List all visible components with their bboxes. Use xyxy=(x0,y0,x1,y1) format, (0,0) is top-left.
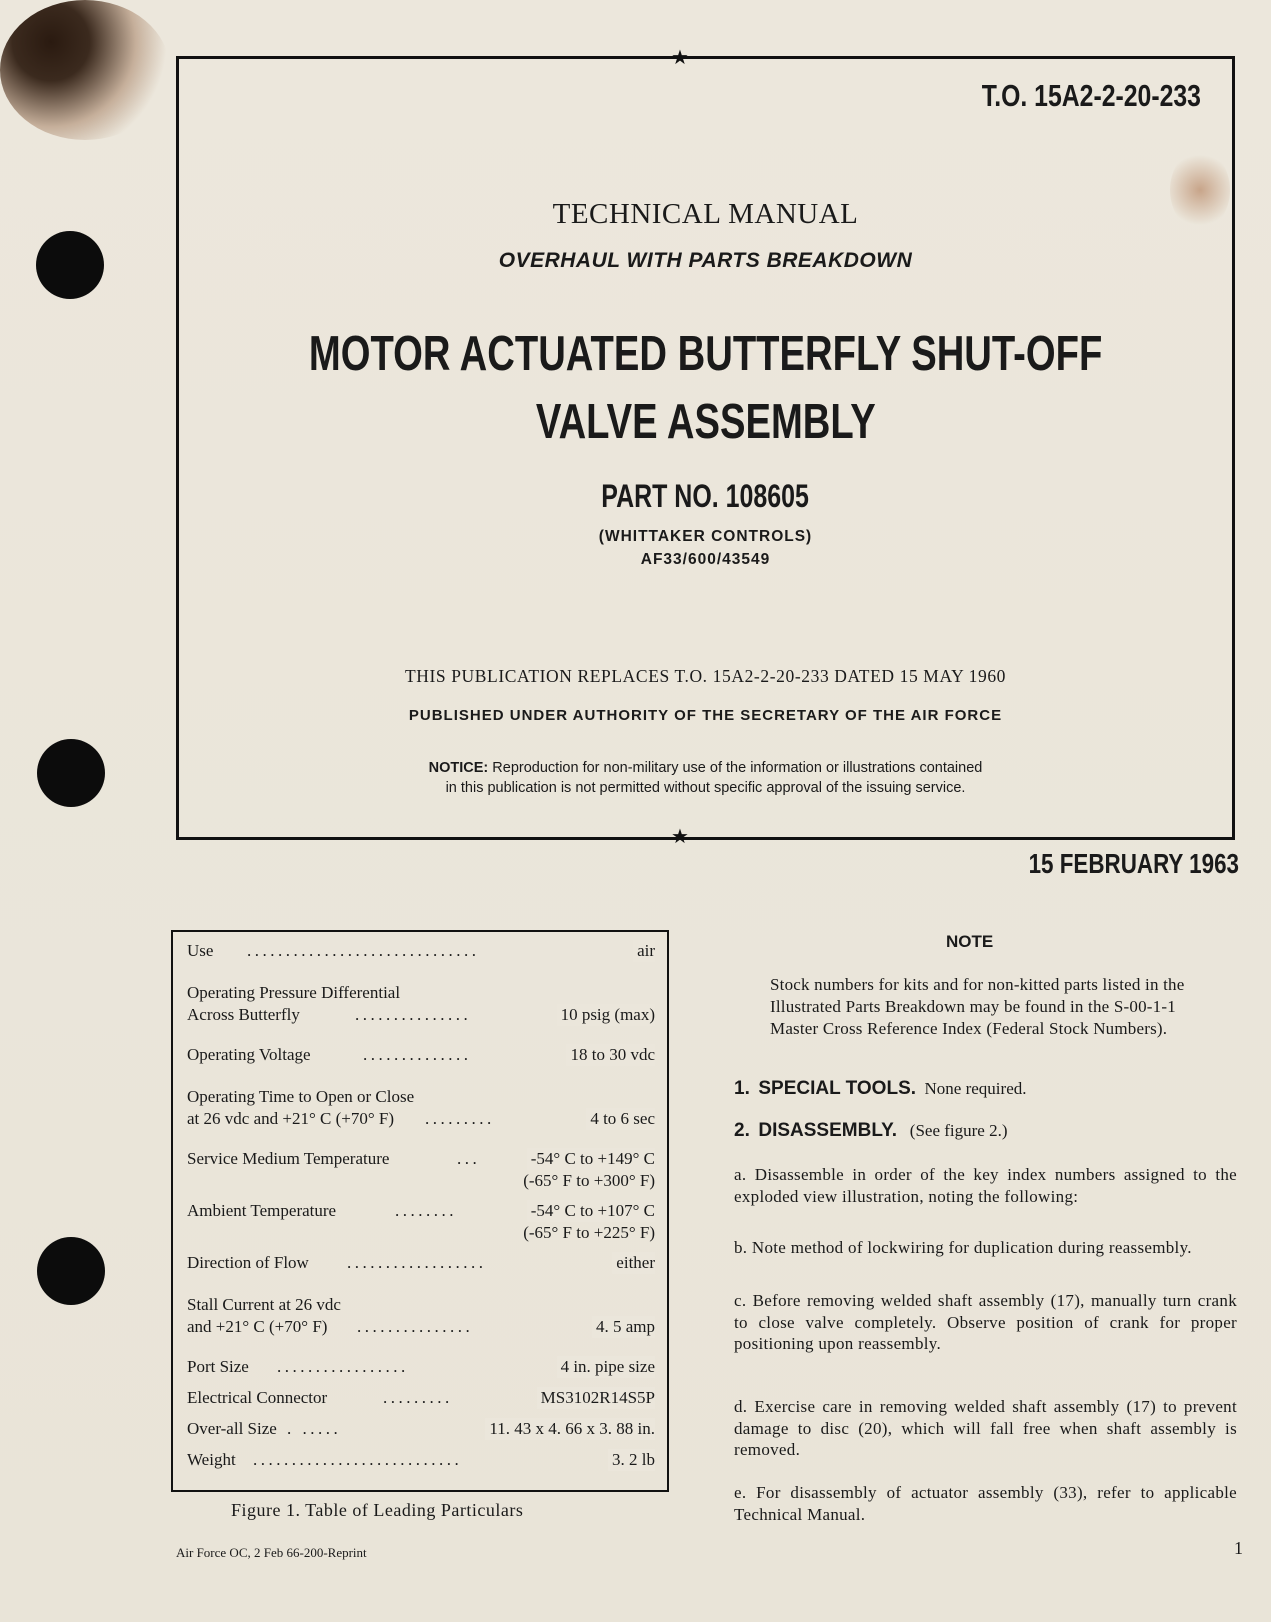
title-line-2: VALVE ASSEMBLY xyxy=(535,395,876,449)
notice-line-1: Reproduction for non-military use of the information or illustrations contained xyxy=(492,760,983,776)
page-number: 1 xyxy=(1234,1538,1243,1558)
table-row: Operating Pressure Differential Across Butterfly ............... 10 psig (max) xyxy=(187,983,655,1024)
table-row: Service Medium Temperature ... -54° C to +149° C (-65° F to +300° F) xyxy=(187,1149,655,1190)
manual-type: TECHNICAL MANUAL xyxy=(552,198,859,230)
contract-number: AF33/600/43549 xyxy=(640,551,771,568)
leading-particulars-table: Use .............................. air Operating Pressure Differential Across Butterfly ............... 10 psig (max) Operating Voltage .............. 18 to 30 vdc Operating Time to Open or Close at 26 vdc and +21° C (+70° F) ......... 4 to 6 sec Service Medium Temperature ... -54° C to +149° C (-65° F to +300° F) Ambient Temperature ........ -54° C to +107° C (-65° F to +225° F) Direction of Flow .................. either Stall Current at 26 vdc and +21° C (+70° F) ............... 4. 5 amp Port Size ................. 4 in. pipe size Electrical Connector ......... MS3102R14S5P Over-all Size . ..... 11. 43 x 4. 66 x 3. 88 in. Weight ........................... 3. 2 lb xyxy=(171,930,669,1492)
notice-line-2: in this publication is not permitted without specific approval of the issuing service. xyxy=(445,780,966,796)
notice xyxy=(176,758,1235,798)
paragraph-e: e. For disassembly of actuator assembly (33), refer to applicable Technical Manual. xyxy=(734,1483,1237,1524)
table-row: Ambient Temperature ........ -54° C to +107° C (-65° F to +225° F) xyxy=(187,1201,655,1242)
rust-stain xyxy=(0,0,170,140)
paragraph-a: a. Disassemble in order of the key index numbers assigned to the exploded view illustration, noting the following: xyxy=(734,1165,1237,1206)
paragraph-c: c. Before removing welded shaft assembly (17), manually turn crank to close valve completely. Observe position of crank for proper positioning upon reassembly. xyxy=(734,1291,1237,1353)
frame-star-bottom: ★ xyxy=(671,824,689,848)
part-number: PART NO. 108605 xyxy=(601,478,810,514)
binder-hole-middle xyxy=(37,739,105,807)
notice-label: NOTICE: xyxy=(428,760,489,776)
table-row: Operating Time to Open or Close at 26 vdc and +21° C (+70° F) ......... 4 to 6 sec xyxy=(187,1087,655,1128)
publication-date: 15 FEBRUARY 1963 xyxy=(1028,848,1239,879)
to-number: T.O. 15A2-2-20-233 xyxy=(981,78,1201,113)
note-heading: NOTE xyxy=(946,932,994,951)
figure-caption: Figure 1. Table of Leading Particulars xyxy=(231,1500,524,1520)
title-line-1: MOTOR ACTUATED BUTTERFLY SHUT-OFF xyxy=(308,327,1103,381)
paragraph-d: d. Exercise care in removing welded shaft assembly (17) to prevent damage to disc (20), which will fall free when shaft assembly is removed. xyxy=(734,1397,1237,1459)
print-note: Air Force OC, 2 Feb 66-200-Reprint xyxy=(176,1545,367,1560)
replaces-statement: THIS PUBLICATION REPLACES T.O. 15A2-2-20-233 DATED 15 MAY 1960 xyxy=(404,666,1007,686)
section-disassembly: 2. DISASSEMBLY. (See figure 2.) xyxy=(734,1120,1008,1141)
manufacturer: (WHITTAKER CONTROLS) xyxy=(598,528,813,545)
section-special-tools: 1. SPECIAL TOOLS. None required. xyxy=(734,1078,1027,1099)
note-text: Stock numbers for kits and for non-kitted parts listed in the Illustrated Parts Breakdown may be found in the S-00-1-1 Master Cross Reference Index (Federal Stock Numbers). xyxy=(770,975,1185,1038)
table-row: Stall Current at 26 vdc and +21° C (+70° F) ............... 4. 5 amp xyxy=(187,1295,655,1336)
authority-statement: PUBLISHED UNDER AUTHORITY OF THE SECRETARY OF THE AIR FORCE xyxy=(408,707,1003,724)
frame-star-top: ★ xyxy=(671,45,689,69)
binder-hole-top xyxy=(36,231,104,299)
paragraph-b: b. Note method of lockwiring for duplication during reassembly. xyxy=(734,1238,1192,1257)
binder-hole-bottom xyxy=(37,1237,105,1305)
manual-subtitle: OVERHAUL WITH PARTS BREAKDOWN xyxy=(498,249,913,272)
